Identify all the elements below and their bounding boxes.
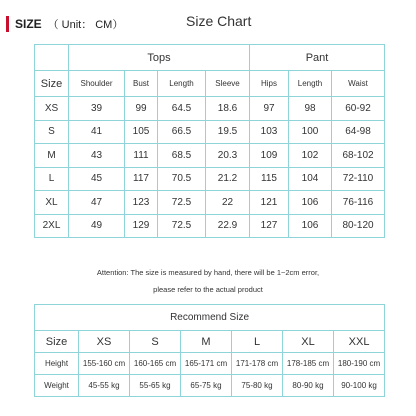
waist-cell: 72-110 — [332, 167, 385, 191]
bust-column-header: Bust — [125, 71, 158, 97]
length-cell: 68.5 — [158, 144, 206, 168]
height-m: 165-171 cm — [181, 353, 232, 375]
sleeve-cell: 21.2 — [206, 167, 250, 191]
size-cell: S — [35, 120, 69, 144]
recommend-size-table — [34, 304, 385, 397]
sleeve-cell: 22 — [206, 191, 250, 215]
recommend-title: Recommend Size — [35, 305, 385, 331]
size-table-row — [35, 120, 385, 144]
hips-cell: 127 — [250, 214, 289, 238]
length-cell: 64.5 — [158, 97, 206, 121]
size-cell: XL — [35, 191, 69, 215]
pant-length-column-header: Length — [289, 71, 332, 97]
sleeve-column-header: Sleeve — [206, 71, 250, 97]
height-label: Height — [35, 353, 79, 375]
weight-xs: 45-55 kg — [79, 375, 130, 397]
bust-cell: 129 — [125, 214, 158, 238]
recommend-weight-row — [35, 375, 385, 397]
unit-label — [48, 16, 124, 32]
unit-value: CM） — [95, 19, 124, 31]
pant-length-cell: 106 — [289, 191, 332, 215]
size-label: SIZE — [15, 17, 42, 31]
shoulder-cell: 39 — [69, 97, 125, 121]
recommend-height-row — [35, 353, 385, 375]
waist-cell: 76-116 — [332, 191, 385, 215]
recommend-title-row — [35, 305, 385, 331]
pant-length-cell: 100 — [289, 120, 332, 144]
recommend-size-xxl: XXL — [334, 331, 385, 353]
recommend-size-l: L — [232, 331, 283, 353]
sleeve-cell: 19.5 — [206, 120, 250, 144]
shoulder-cell: 43 — [69, 144, 125, 168]
hips-cell: 115 — [250, 167, 289, 191]
weight-l: 75-80 kg — [232, 375, 283, 397]
size-title-bar — [6, 14, 123, 34]
shoulder-column-header: Shoulder — [69, 71, 125, 97]
shoulder-cell: 45 — [69, 167, 125, 191]
recommend-size-xs: XS — [79, 331, 130, 353]
size-table-column-header — [35, 71, 385, 97]
weight-xl: 80-90 kg — [283, 375, 334, 397]
recommend-size-m: M — [181, 331, 232, 353]
sleeve-cell: 20.3 — [206, 144, 250, 168]
sleeve-cell: 22.9 — [206, 214, 250, 238]
waist-cell: 60-92 — [332, 97, 385, 121]
length-cell: 72.5 — [158, 191, 206, 215]
measurement-note-line-1: Attention: The size is measured by hand, there will be 1~2cm error, — [96, 268, 320, 277]
hips-cell: 121 — [250, 191, 289, 215]
length-cell: 70.5 — [158, 167, 206, 191]
size-cell: L — [35, 167, 69, 191]
pant-length-cell: 102 — [289, 144, 332, 168]
size-table-row — [35, 214, 385, 238]
size-table-group-header — [35, 45, 385, 71]
weight-s: 55-65 kg — [130, 375, 181, 397]
recommend-size-row — [35, 331, 385, 353]
bust-cell: 117 — [125, 167, 158, 191]
bust-cell: 99 — [125, 97, 158, 121]
waist-cell: 80-120 — [332, 214, 385, 238]
size-cell: XS — [35, 97, 69, 121]
sleeve-cell: 18.6 — [206, 97, 250, 121]
unit-text: Unit： — [61, 19, 93, 31]
size-table-row — [35, 97, 385, 121]
tops-group-header: Tops — [69, 45, 250, 71]
pant-length-cell: 106 — [289, 214, 332, 238]
hips-cell: 103 — [250, 120, 289, 144]
height-xl: 178-185 cm — [283, 353, 334, 375]
hips-cell: 97 — [250, 97, 289, 121]
recommend-size-xl: XL — [283, 331, 334, 353]
weight-label: Weight — [35, 375, 79, 397]
waist-cell: 68-102 — [332, 144, 385, 168]
height-xxl: 180-190 cm — [334, 353, 385, 375]
accent-bar — [6, 16, 9, 32]
weight-xxl: 90-100 kg — [334, 375, 385, 397]
height-xs: 155-160 cm — [79, 353, 130, 375]
size-table-row — [35, 191, 385, 215]
recommend-size-label: Size — [35, 331, 79, 353]
size-cell: 2XL — [35, 214, 69, 238]
size-chart-table — [34, 44, 385, 238]
hips-column-header: Hips — [250, 71, 289, 97]
pant-length-cell: 98 — [289, 97, 332, 121]
waist-column-header: Waist — [332, 71, 385, 97]
size-column-header: Size — [35, 71, 69, 97]
shoulder-cell: 47 — [69, 191, 125, 215]
bust-cell: 123 — [125, 191, 158, 215]
length-column-header: Length — [158, 71, 206, 97]
size-cell: M — [35, 144, 69, 168]
measurement-note-line-2: please refer to the actual product — [153, 285, 263, 294]
pant-length-cell: 104 — [289, 167, 332, 191]
shoulder-cell: 49 — [69, 214, 125, 238]
recommend-size-s: S — [130, 331, 181, 353]
shoulder-cell: 41 — [69, 120, 125, 144]
page-title: Size Chart — [186, 13, 252, 29]
weight-m: 65-75 kg — [181, 375, 232, 397]
waist-cell: 64-98 — [332, 120, 385, 144]
bust-cell: 105 — [125, 120, 158, 144]
hips-cell: 109 — [250, 144, 289, 168]
pant-group-header: Pant — [250, 45, 385, 71]
length-cell: 66.5 — [158, 120, 206, 144]
size-table-row — [35, 144, 385, 168]
height-l: 171-178 cm — [232, 353, 283, 375]
unit-open-paren: （ — [47, 19, 59, 31]
blank-corner-cell — [35, 45, 69, 71]
height-s: 160-165 cm — [130, 353, 181, 375]
length-cell: 72.5 — [158, 214, 206, 238]
bust-cell: 111 — [125, 144, 158, 168]
size-table-row — [35, 167, 385, 191]
